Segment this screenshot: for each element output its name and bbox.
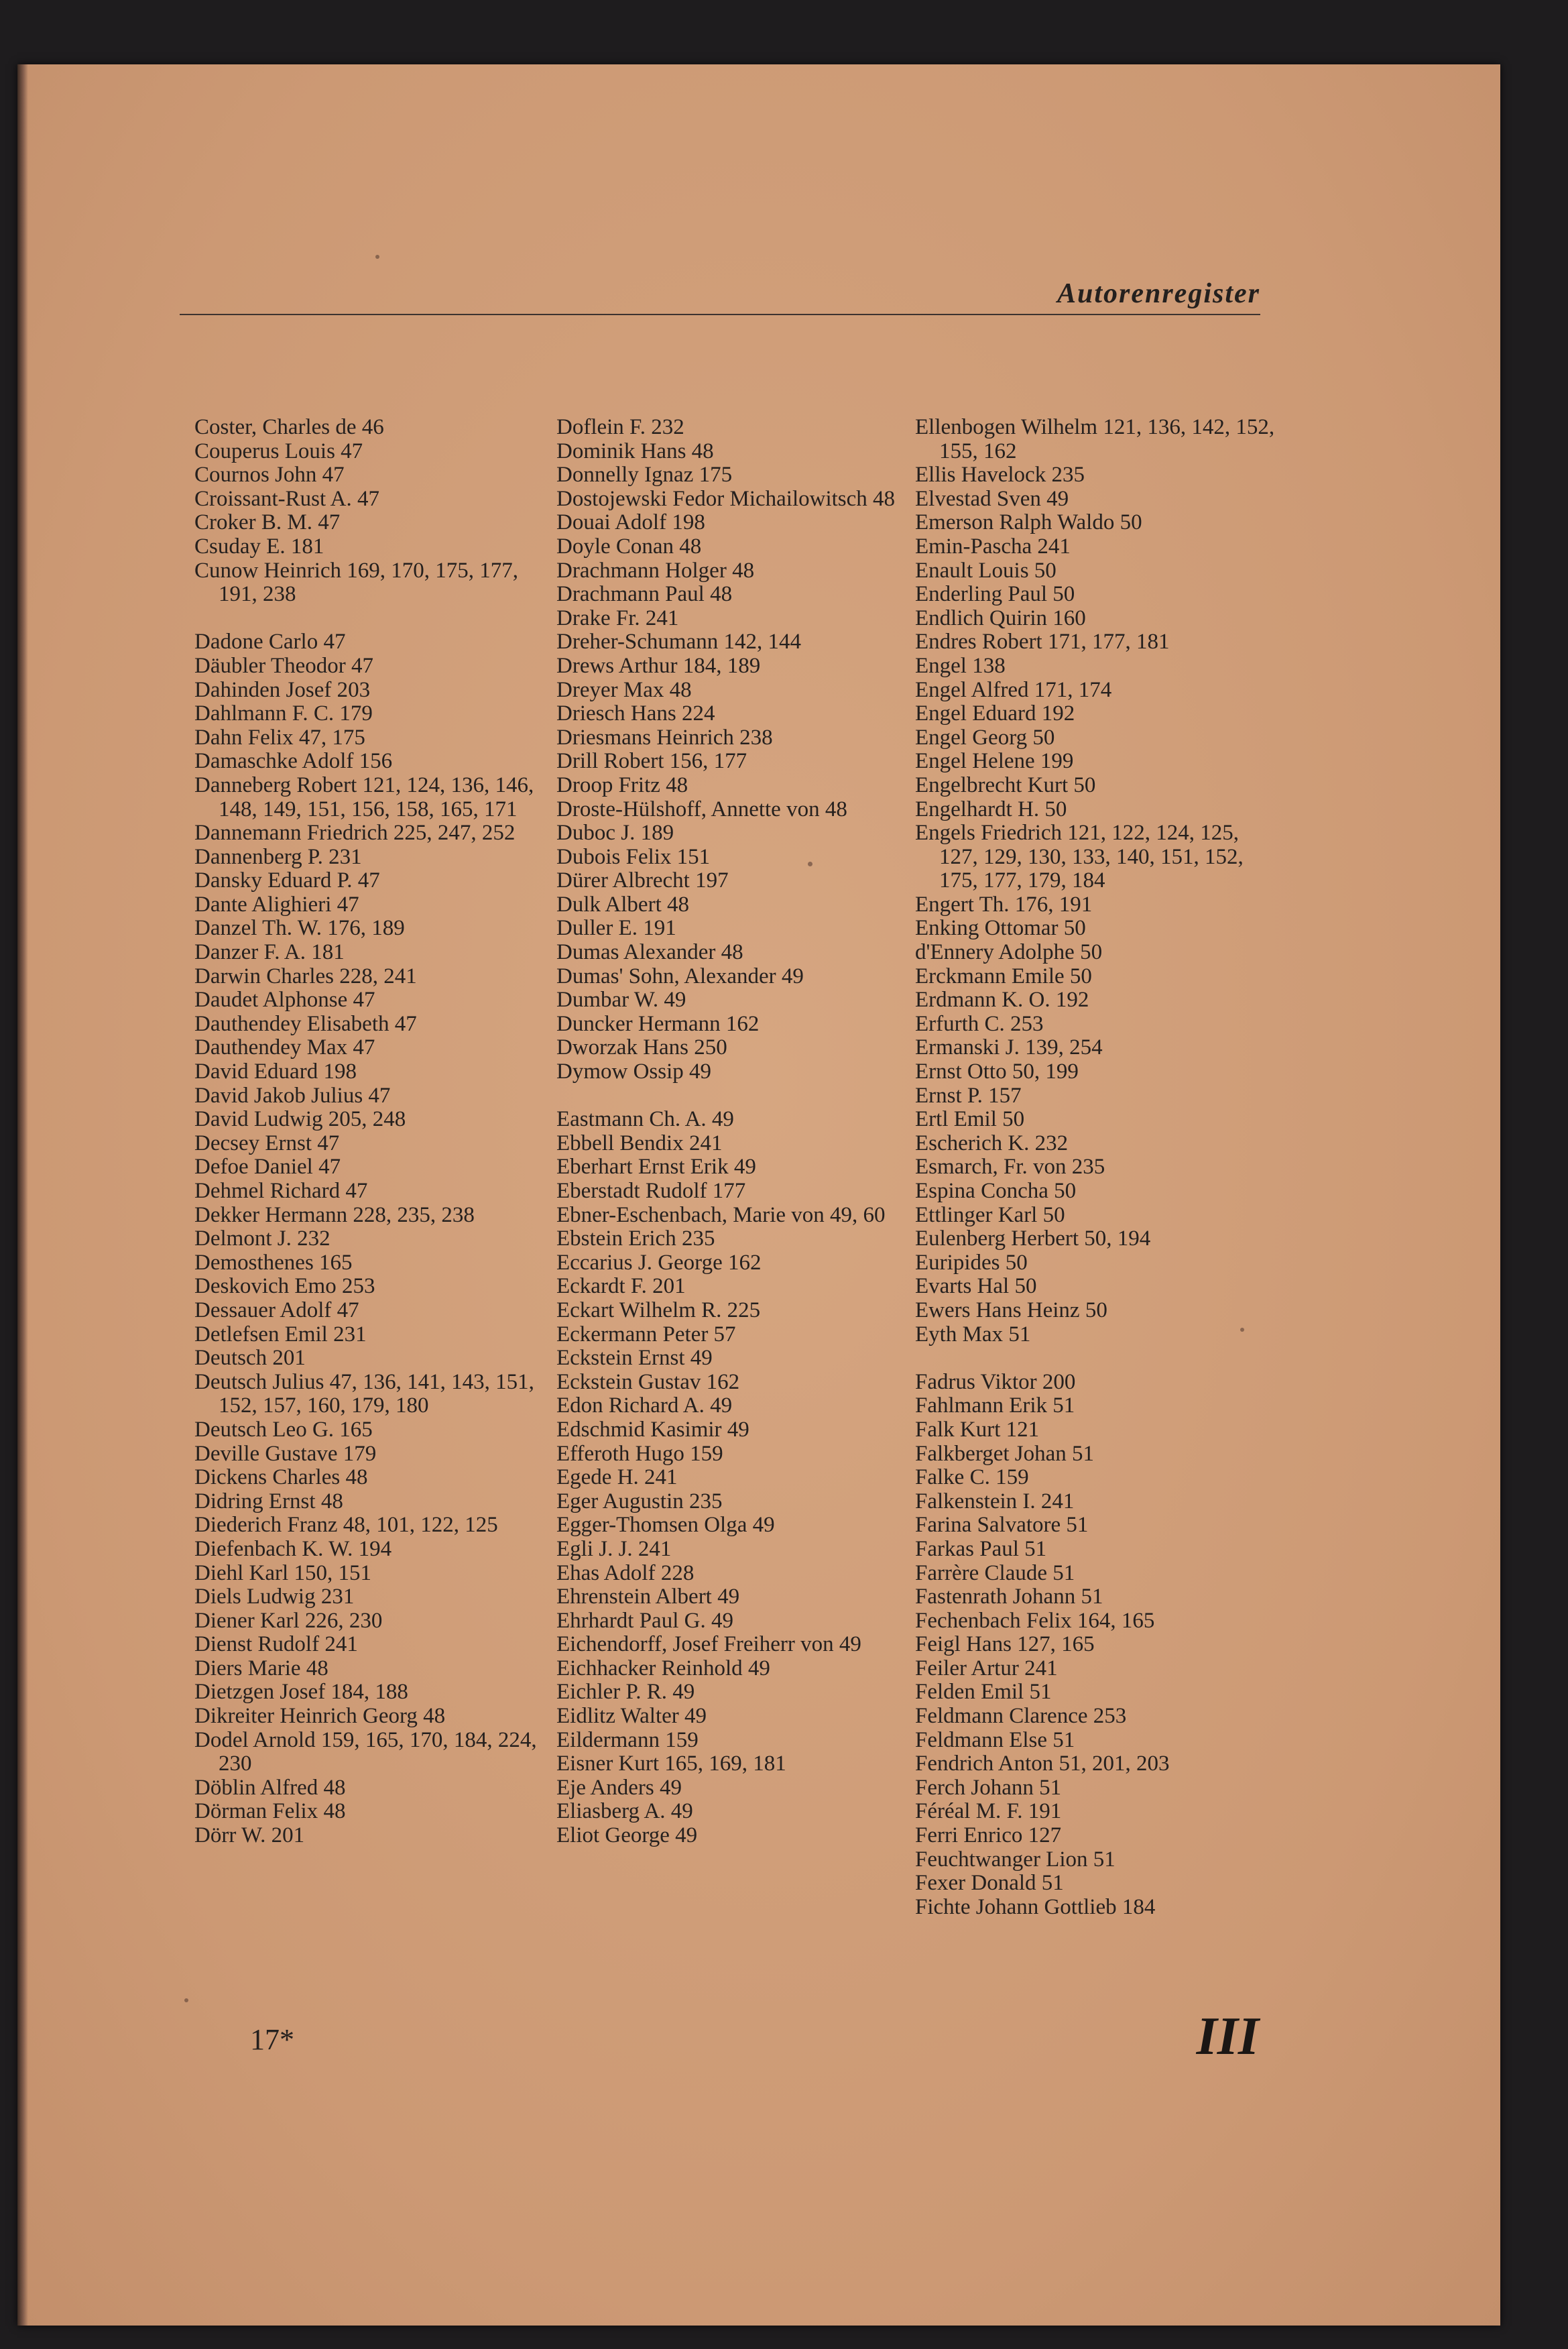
- index-entry: Fendrich Anton 51, 201, 203: [915, 1752, 1170, 1776]
- index-entry: Emerson Ralph Waldo 50: [915, 510, 1142, 535]
- index-entry: Ellis Havelock 235: [915, 463, 1085, 488]
- index-entry: Doyle Conan 48: [556, 534, 702, 559]
- index-entry: Diederich Franz 48, 101, 122, 125: [194, 1513, 498, 1538]
- index-entry: Fichte Johann Gottlieb 184: [915, 1894, 1156, 1919]
- index-entry: Couperus Louis 47: [194, 439, 363, 463]
- index-entry: Diefenbach K. W. 194: [194, 1536, 392, 1561]
- index-entry: Deutsch 201: [194, 1346, 306, 1371]
- index-entry: Farrère Claude 51: [915, 1560, 1075, 1585]
- index-entry: Eje Anders 49: [556, 1775, 682, 1800]
- index-entry: Dauthendey Max 47: [194, 1035, 375, 1060]
- index-entry: Deutsch Leo G. 165: [194, 1417, 373, 1442]
- index-entry: Drews Arthur 184, 189: [556, 653, 761, 678]
- index-entry: Ehrhardt Paul G. 49: [556, 1608, 733, 1633]
- index-entry: Dannemann Friedrich 225, 247, 252: [194, 821, 516, 846]
- index-entry: Eckardt F. 201: [556, 1274, 686, 1299]
- index-entry: Dumas' Sohn, Alexander 49: [556, 964, 804, 988]
- index-entry: Coster, Charles de 46: [194, 415, 384, 439]
- index-entry: Fahlmann Erik 51: [915, 1393, 1075, 1418]
- index-entry: Dauthendey Elisabeth 47: [194, 1011, 417, 1036]
- index-entry: Danneberg Robert 121, 124, 136, 146, 148, 149, 151, 156, 158, 165, 171: [194, 772, 534, 821]
- index-entry: Damaschke Adolf 156: [194, 749, 393, 774]
- index-entry: Falkenstein I. 241: [915, 1489, 1075, 1513]
- index-entry: Eichler P. R. 49: [556, 1680, 695, 1705]
- index-entry: Endres Robert 171, 177, 181: [915, 630, 1170, 654]
- index-entry: Donnelly Ignaz 175: [556, 463, 733, 488]
- index-entry: Croker B. M. 47: [194, 510, 341, 535]
- index-entry: Enking Ottomar 50: [915, 916, 1086, 941]
- index-entry: Dreher-Schumann 142, 144: [556, 630, 801, 654]
- index-entry: Deskovich Emo 253: [194, 1274, 375, 1299]
- index-entry: Feldmann Clarence 253: [915, 1704, 1127, 1729]
- index-entry: Cunow Heinrich 169, 170, 175, 177, 191, 238: [194, 558, 519, 607]
- index-entry: David Eduard 198: [194, 1059, 357, 1084]
- index-entry: Engel Georg 50: [915, 725, 1055, 750]
- index-entry: Eisner Kurt 165, 169, 181: [556, 1752, 786, 1776]
- index-entry: Elvestad Sven 49: [915, 486, 1069, 511]
- running-head: Autorenregister: [1057, 278, 1260, 309]
- index-entry: Evarts Hal 50: [915, 1274, 1037, 1299]
- index-entry: Driesmans Heinrich 238: [556, 725, 773, 750]
- index-entry: Eliasberg A. 49: [556, 1799, 693, 1824]
- index-entry: Eastmann Ch. A. 49: [556, 1107, 734, 1132]
- paper-fleck: [1240, 1328, 1244, 1332]
- index-entry: Edon Richard A. 49: [556, 1393, 733, 1418]
- index-entry: Döblin Alfred 48: [194, 1775, 346, 1800]
- index-entry: Ermanski J. 139, 254: [915, 1035, 1103, 1060]
- index-entry: Eyth Max 51: [915, 1322, 1031, 1347]
- index-entry: Ehrenstein Albert 49: [556, 1585, 740, 1609]
- index-entry: Dominik Hans 48: [556, 439, 714, 463]
- index-entry: Deutsch Julius 47, 136, 141, 143, 151, 152, 157, 160, 179, 180: [194, 1369, 534, 1418]
- index-entry: Eckart Wilhelm R. 225: [556, 1298, 761, 1322]
- index-entry: Dörman Felix 48: [194, 1799, 346, 1824]
- index-entry: Dworzak Hans 250: [556, 1035, 727, 1060]
- index-entry: Danzel Th. W. 176, 189: [194, 916, 405, 941]
- index-column-3: [915, 416, 1277, 1919]
- index-entry: Falkberget Johan 51: [915, 1441, 1095, 1466]
- index-entry: Dansky Eduard P. 47: [194, 868, 380, 893]
- index-entry: Dante Alighieri 47: [194, 892, 359, 917]
- index-entry: Egli J. J. 241: [556, 1536, 672, 1561]
- index-entry: Engert Th. 176, 191: [915, 892, 1093, 917]
- index-entry: Eichhacker Reinhold 49: [556, 1656, 770, 1680]
- index-entry: Fastenrath Johann 51: [915, 1585, 1103, 1609]
- index-entry: Eildermann 159: [556, 1727, 699, 1752]
- index-entry: Espina Concha 50: [915, 1179, 1077, 1203]
- index-entry: Dehmel Richard 47: [194, 1179, 368, 1203]
- index-entry: Dekker Hermann 228, 235, 238: [194, 1202, 475, 1227]
- index-entry: Esmarch, Fr. von 235: [915, 1155, 1105, 1180]
- index-entry: Farina Salvatore 51: [915, 1513, 1089, 1538]
- index-entry: Feigl Hans 127, 165: [915, 1632, 1095, 1657]
- header-rule: [180, 314, 1260, 315]
- index-entry: Engel 138: [915, 653, 1006, 678]
- index-entry: Dahlmann F. C. 179: [194, 701, 373, 726]
- index-entry: Eichendorff, Josef Freiherr von 49: [556, 1632, 861, 1657]
- index-entry: Cournos John 47: [194, 463, 345, 488]
- index-entry: Droste-Hülshoff, Annette von 48: [556, 797, 847, 821]
- index-entry: Eckstein Ernst 49: [556, 1346, 713, 1371]
- index-entry: Drachmann Holger 48: [556, 558, 755, 583]
- index-entry: Diehl Karl 150, 151: [194, 1560, 371, 1585]
- index-entry: Falke C. 159: [915, 1465, 1029, 1490]
- index-entry: Duboc J. 189: [556, 821, 674, 846]
- index-entry: Ferri Enrico 127: [915, 1823, 1062, 1848]
- signature-mark: 17*: [250, 2023, 294, 2056]
- index-entry: Dadone Carlo 47: [194, 630, 346, 654]
- index-entry: Fexer Donald 51: [915, 1871, 1064, 1896]
- index-entry: Dürer Albrecht 197: [556, 868, 729, 893]
- index-entry: Enault Louis 50: [915, 558, 1057, 583]
- index-entry: Eberhart Ernst Erik 49: [556, 1155, 756, 1180]
- index-entry: Drill Robert 156, 177: [556, 749, 747, 774]
- index-entry: Dickens Charles 48: [194, 1465, 368, 1490]
- index-entry: Diener Karl 226, 230: [194, 1608, 383, 1633]
- index-entry: Duller E. 191: [556, 916, 676, 941]
- index-entry: Dumas Alexander 48: [556, 940, 743, 965]
- index-entry: Enderling Paul 50: [915, 582, 1075, 607]
- index-entry: Fechenbach Felix 164, 165: [915, 1608, 1155, 1633]
- index-entry: Csuday E. 181: [194, 534, 324, 559]
- index-entry: Fadrus Viktor 200: [915, 1369, 1076, 1394]
- index-entry: Ebstein Erich 235: [556, 1226, 715, 1251]
- index-entry: Dörr W. 201: [194, 1823, 305, 1848]
- index-entry: Dostojewski Fedor Michailowitsch 48: [556, 486, 896, 511]
- index-entry: Dubois Felix 151: [556, 844, 711, 869]
- index-entry: Ebner-Eschenbach, Marie von 49, 60: [556, 1202, 886, 1227]
- index-entry: Eliot George 49: [556, 1823, 698, 1848]
- index-entry: d'Ennery Adolphe 50: [915, 940, 1103, 965]
- index-entry: Driesch Hans 224: [556, 701, 715, 726]
- index-entry: Detlefsen Emil 231: [194, 1322, 367, 1347]
- index-entry: Falk Kurt 121: [915, 1417, 1040, 1442]
- index-entry: Ernst Otto 50, 199: [915, 1059, 1079, 1084]
- index-entry: Diers Marie 48: [194, 1656, 328, 1680]
- paper-fleck: [375, 255, 379, 259]
- index-entry: Eckermann Peter 57: [556, 1322, 736, 1347]
- index-entry: Edschmid Kasimir 49: [556, 1417, 749, 1442]
- index-entry: Engelbrecht Kurt 50: [915, 772, 1096, 797]
- index-entry: Darwin Charles 228, 241: [194, 964, 417, 988]
- index-entry: Defoe Daniel 47: [194, 1155, 341, 1180]
- index-entry: Diels Ludwig 231: [194, 1585, 355, 1609]
- index-entry: Ewers Hans Heinz 50: [915, 1298, 1107, 1322]
- index-entry: Delmont J. 232: [194, 1226, 330, 1251]
- index-entry: David Jakob Julius 47: [194, 1083, 391, 1108]
- index-entry: Ehas Adolf 228: [556, 1560, 695, 1585]
- index-entry: Dulk Albert 48: [556, 892, 689, 917]
- index-entry: Egger-Thomsen Olga 49: [556, 1513, 775, 1538]
- index-entry: Deville Gustave 179: [194, 1441, 377, 1466]
- index-entry: Dikreiter Heinrich Georg 48: [194, 1704, 446, 1729]
- index-entry: Eccarius J. George 162: [556, 1250, 762, 1275]
- index-entry: Erckmann Emile 50: [915, 964, 1092, 988]
- index-entry: Engel Helene 199: [915, 749, 1074, 774]
- index-entry: Droop Fritz 48: [556, 772, 688, 797]
- page-gutter: [17, 64, 28, 2326]
- index-entry: Duncker Hermann 162: [556, 1011, 760, 1036]
- page-number: III: [1196, 2007, 1259, 2066]
- index-entry: Féréal M. F. 191: [915, 1799, 1062, 1824]
- index-entry: Endlich Quirin 160: [915, 606, 1086, 630]
- index-entry: Eberstadt Rudolf 177: [556, 1179, 746, 1203]
- index-entry: Egede H. 241: [556, 1465, 678, 1490]
- index-entry: Croissant-Rust A. 47: [194, 486, 379, 511]
- index-entry: Dietzgen Josef 184, 188: [194, 1680, 408, 1705]
- index-entry: Danzer F. A. 181: [194, 940, 345, 965]
- index-entry: Engel Alfred 171, 174: [915, 677, 1112, 702]
- letter-gap: [915, 1347, 1277, 1371]
- index-entry: Ebbell Bendix 241: [556, 1131, 723, 1155]
- paper-fleck: [808, 862, 812, 866]
- index-entry: Erdmann K. O. 192: [915, 988, 1089, 1013]
- index-entry: Escherich K. 232: [915, 1131, 1069, 1155]
- index-entry: Farkas Paul 51: [915, 1536, 1047, 1561]
- index-column-1: [194, 416, 556, 1848]
- index-entry: Engel Eduard 192: [915, 701, 1075, 726]
- index-entry: Efferoth Hugo 159: [556, 1441, 723, 1466]
- index-entry: Däubler Theodor 47: [194, 653, 373, 678]
- index-entry: Dymow Ossip 49: [556, 1059, 712, 1084]
- index-entry: Eidlitz Walter 49: [556, 1704, 707, 1729]
- index-entry: Drake Fr. 241: [556, 606, 679, 630]
- index-entry: Dahn Felix 47, 175: [194, 725, 365, 750]
- index-entry: Daudet Alphonse 47: [194, 988, 375, 1013]
- index-entry: Erfurth C. 253: [915, 1011, 1044, 1036]
- index-entry: Ellenbogen Wilhelm 121, 136, 142, 152, 155, 162: [915, 415, 1275, 463]
- index-entry: Dodel Arnold 159, 165, 170, 184, 224, 230: [194, 1727, 537, 1776]
- index-entry: Demosthenes 165: [194, 1250, 353, 1275]
- index-entry: Drachmann Paul 48: [556, 582, 733, 607]
- index-entry: Douai Adolf 198: [556, 510, 705, 535]
- index-entry: Felden Emil 51: [915, 1680, 1052, 1705]
- letter-gap: [194, 607, 556, 631]
- index-column-2: [556, 416, 918, 1848]
- index-entry: Eger Augustin 235: [556, 1489, 723, 1513]
- index-entry: Decsey Ernst 47: [194, 1131, 340, 1155]
- index-entry: Feldmann Else 51: [915, 1727, 1075, 1752]
- index-entry: Emin-Pascha 241: [915, 534, 1071, 559]
- index-entry: Dessauer Adolf 47: [194, 1298, 359, 1322]
- index-entry: Feiler Artur 241: [915, 1656, 1058, 1680]
- index-entry: Eckstein Gustav 162: [556, 1369, 740, 1394]
- index-entry: Dienst Rudolf 241: [194, 1632, 358, 1657]
- index-entry: Dahinden Josef 203: [194, 677, 371, 702]
- index-entry: Ettlinger Karl 50: [915, 1202, 1065, 1227]
- index-entry: Dreyer Max 48: [556, 677, 692, 702]
- index-entry: Ertl Emil 50: [915, 1107, 1025, 1132]
- paper-fleck: [184, 1998, 188, 2002]
- index-entry: Didring Ernst 48: [194, 1489, 343, 1513]
- index-entry: Ernst P. 157: [915, 1083, 1022, 1108]
- index-entry: Doflein F. 232: [556, 415, 684, 439]
- index-entry: Euripides 50: [915, 1250, 1028, 1275]
- index-entry: Ferch Johann 51: [915, 1775, 1062, 1800]
- index-entry: Engelhardt H. 50: [915, 797, 1067, 821]
- index-entry: Engels Friedrich 121, 122, 124, 125, 127, 129, 130, 133, 140, 151, 152, 175, 177, 179, 184: [915, 821, 1244, 893]
- index-entry: Eulenberg Herbert 50, 194: [915, 1226, 1151, 1251]
- index-entry: Dumbar W. 49: [556, 988, 686, 1013]
- letter-gap: [556, 1084, 918, 1108]
- index-entry: Dannenberg P. 231: [194, 844, 362, 869]
- index-entry: Feuchtwanger Lion 51: [915, 1847, 1115, 1872]
- index-entry: David Ludwig 205, 248: [194, 1107, 406, 1132]
